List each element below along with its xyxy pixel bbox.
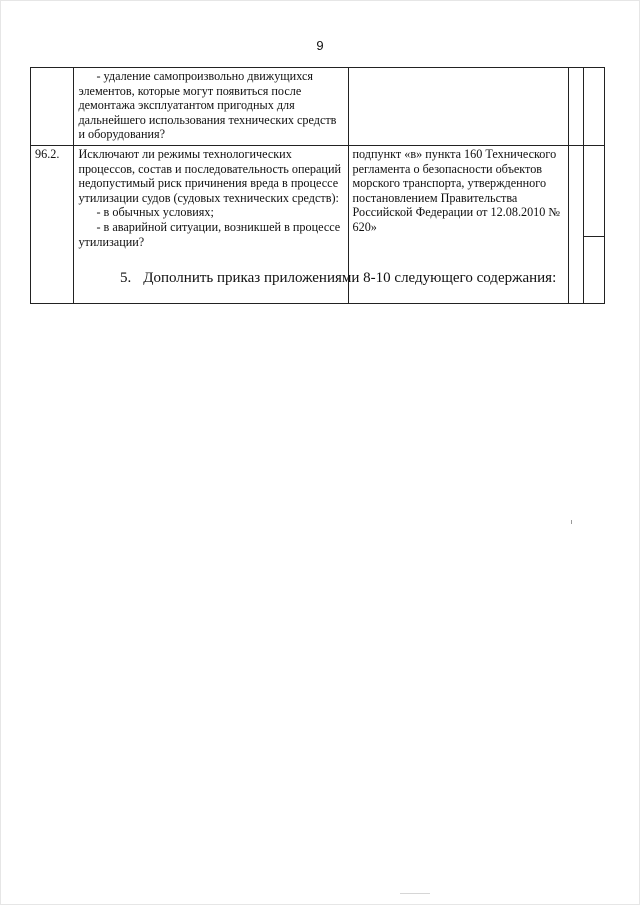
paragraph-number: 5. bbox=[120, 270, 132, 286]
cell-number: 96.2. bbox=[31, 146, 74, 304]
page-number: 9 bbox=[316, 38, 324, 53]
question-item: - в обычных условиях; bbox=[96, 205, 214, 220]
cell-blank bbox=[568, 146, 584, 304]
split-bottom bbox=[584, 237, 604, 303]
checklist-table bbox=[30, 67, 605, 304]
question-intro: Исключают ли режимы технологических процессов, состав и последовательность операций недопустимый риск причинения вреда в процессе утилизации судов (судовых технических средств): bbox=[78, 147, 341, 205]
cell-blank bbox=[568, 68, 584, 146]
scan-artifact bbox=[400, 893, 430, 894]
question-text: - удаление самопроизвольно движущихся элементов, которые могут появиться после демонтажа эксплуатантом пригодных для дальнейшего использования технических средств и оборудования? bbox=[78, 69, 337, 142]
split-top bbox=[584, 146, 604, 237]
cell-split bbox=[584, 146, 605, 304]
split-cell bbox=[584, 146, 604, 303]
question-item: - в аварийной ситуации, возникшей в процессе утилизации? bbox=[78, 219, 341, 249]
paragraph-text: Дополнить приказ приложениями 8-10 следующего содержания: bbox=[143, 270, 557, 286]
cell-reference bbox=[348, 68, 568, 146]
table-row bbox=[31, 68, 605, 146]
amendment-paragraph bbox=[120, 270, 556, 287]
cell-reference: подпункт «в» пункта 160 Технического регламента о безопасности объектов морского транспорта, утвержденного постановлением Правительства Российской Федерации от 12.08.2010 № 620» bbox=[348, 146, 568, 304]
cell-blank bbox=[584, 68, 605, 146]
cell-question bbox=[74, 68, 348, 146]
scan-artifact bbox=[571, 520, 572, 524]
cell-number bbox=[31, 68, 74, 146]
